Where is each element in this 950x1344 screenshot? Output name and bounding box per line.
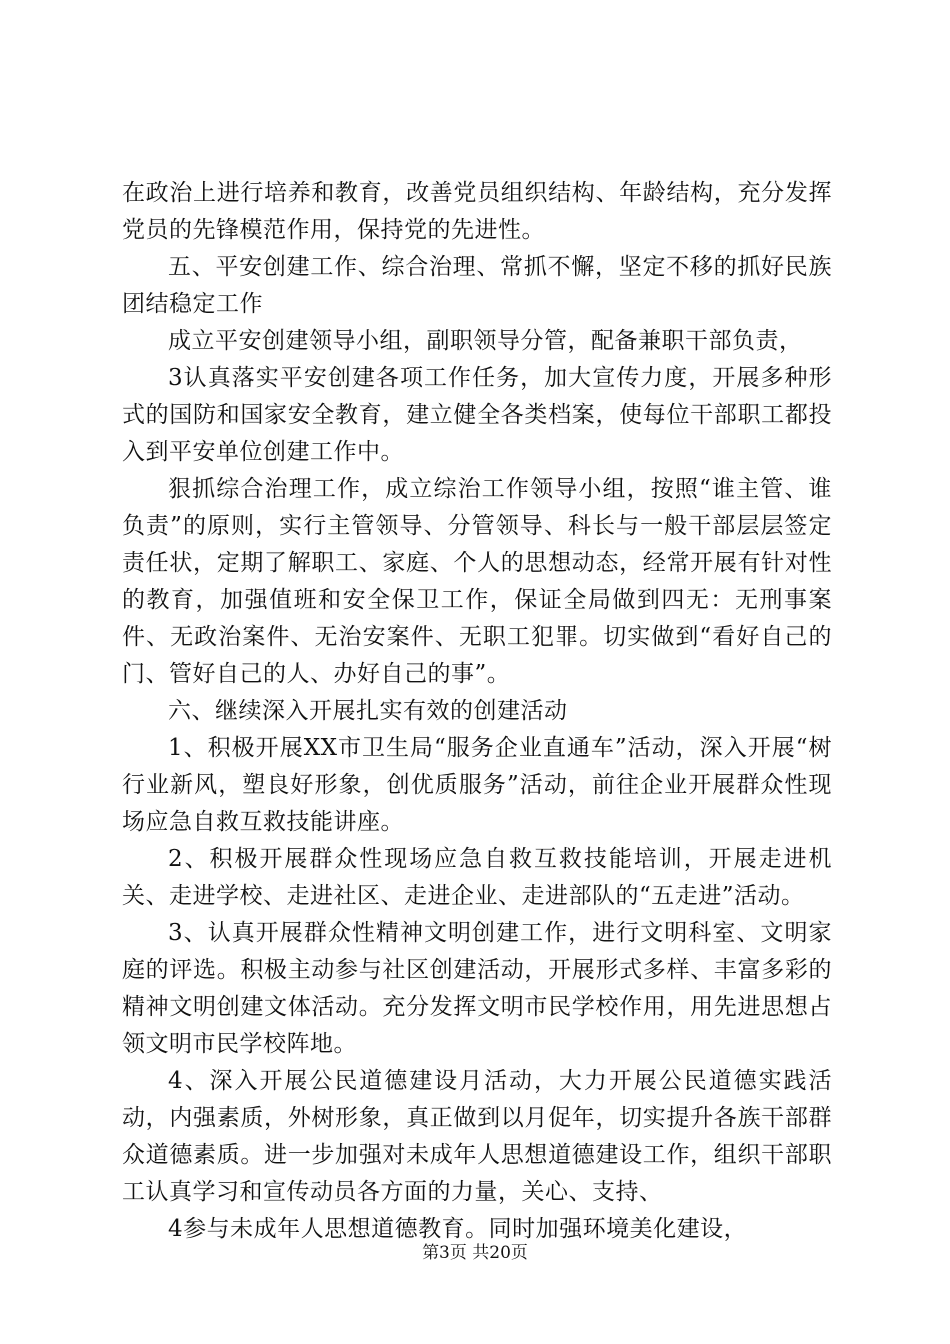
paragraph-9: 3、认真开展群众性精神文明创建工作，进行文明科室、文明家庭的评选。积极主动参与社区创建活动，开展形式多样、丰富多彩的精神文明创建文体活动。充分发挥文明市民学校作用，用先进思想占领文明市民学校阵地。 bbox=[122, 920, 832, 1057]
page-footer bbox=[0, 1241, 950, 1265]
paragraph-4: 3认真落实平安创建各项工作任务，加大宣传力度，开展多种形式的国防和国家安全教育，建立健全各类档案，使每位干部职工都投入到平安单位创建工作中。 bbox=[122, 365, 832, 465]
paragraph-7: 1、积极开展XX市卫生局“服务企业直通车”活动，深入开展“树行业新风，塑良好形象，创优质服务”活动，前往企业开展群众性现场应急自救互救技能讲座。 bbox=[122, 735, 832, 835]
paragraph-10: 4、深入开展公民道德建设月活动，大力开展公民道德实践活动，内强素质，外树形象，真正做到以月促年，切实提升各族干部群众道德素质。进一步加强对未成年人思想道德建设工作，组织干部职工认真学习和宣传动员各方面的力量，关心、支持、 bbox=[122, 1068, 832, 1205]
paragraph-1: 在政治上进行培养和教育，改善党员组织结构、年龄结构，充分发挥党员的先锋模范作用，保持党的先进性。 bbox=[122, 180, 832, 243]
document-body bbox=[122, 175, 832, 1248]
paragraph-5: 狠抓综合治理工作，成立综治工作领导小组，按照“谁主管、谁负责”的原则，实行主管领导、分管领导、科长与一般干部层层签定责任状，定期了解职工、家庭、个人的思想动态，经常开展有针对性的教育，加强值班和安全保卫工作，保证全局做到四无：无刑事案件、无政治案件、无治安案件、无职工犯罪。切实做到“看好自己的门、管好自己的人、办好自己的事”。 bbox=[122, 476, 832, 687]
paragraph-3: 成立平安创建领导小组，副职领导分管，配备兼职干部负责， bbox=[168, 328, 803, 354]
paragraph-6: 六、继续深入开展扎实有效的创建活动 bbox=[168, 698, 568, 724]
paragraph-8: 2、积极开展群众性现场应急自救互救技能培训，开展走进机关、走进学校、走进社区、走进企业、走进部队的“五走进”活动。 bbox=[122, 846, 832, 909]
paragraph-2: 五、平安创建工作、综合治理、常抓不懈，坚定不移的抓好民族团结稳定工作 bbox=[122, 254, 832, 317]
paragraph-11: 4参与未成年人思想道德教育。同时加强环境美化建设， bbox=[168, 1216, 748, 1242]
page-number-label: 第3页 共20页 bbox=[422, 1243, 528, 1263]
